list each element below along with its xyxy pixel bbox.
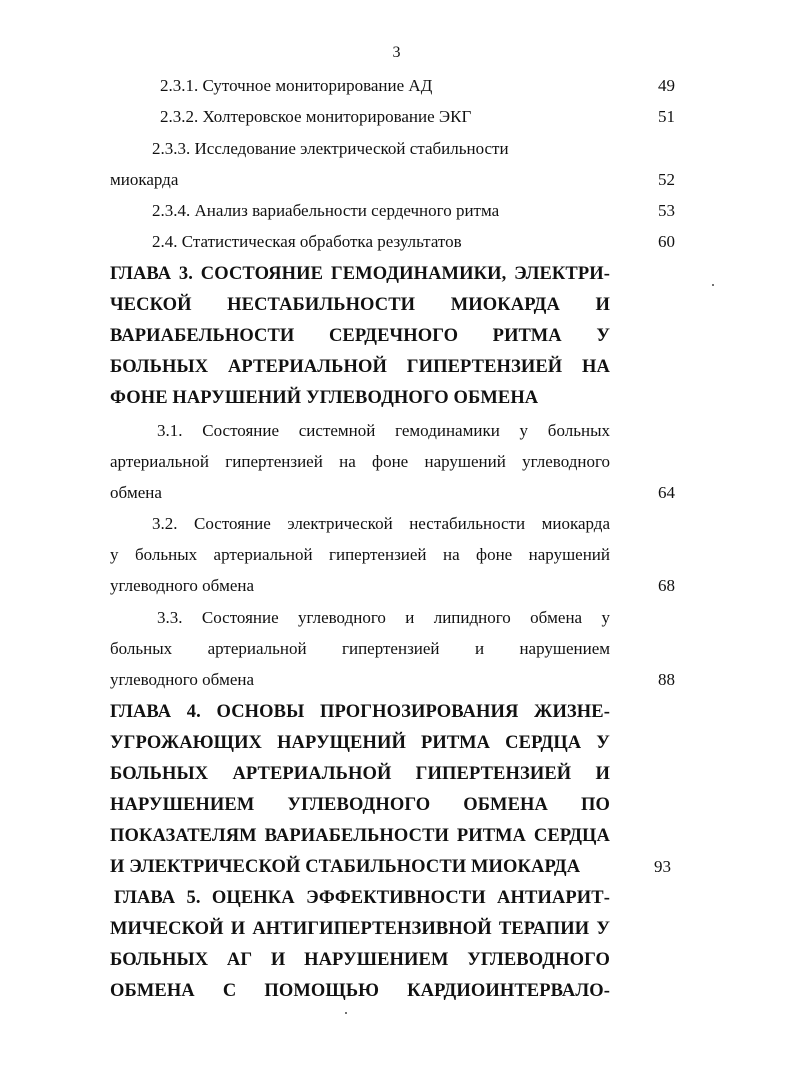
chapter-4-heading-line-3: БОЛЬНЫХ АРТЕРИАЛЬНОЙ ГИПЕРТЕНЗИЕЙ И bbox=[110, 764, 610, 784]
toc-entry-2-3-4: 2.3.4. Анализ вариабельности сердечного ритма bbox=[152, 201, 500, 220]
toc-page-2-3-2: 51 bbox=[658, 107, 675, 126]
toc-page-2-3-3: 52 bbox=[658, 170, 675, 189]
chapter-4-heading-line-1: ГЛАВА 4. ОСНОВЫ ПРОГНОЗИРОВАНИЯ ЖИЗНЕ- bbox=[110, 702, 610, 722]
toc-entry-2-3-2: 2.3.2. Холтеровское мониторирование ЭКГ bbox=[160, 107, 472, 126]
chapter-3-heading-line-1: ГЛАВА 3. СОСТОЯНИЕ ГЕМОДИНАМИКИ, ЭЛЕКТРИ- bbox=[110, 264, 610, 284]
chapter-3-heading-line-5: ФОНЕ НАРУШЕНИЙ УГЛЕВОДНОГО ОБМЕНА bbox=[110, 388, 539, 408]
toc-page-2-3-4: 53 bbox=[658, 201, 675, 220]
toc-entry-2-3-3: 2.3.3. Исследование электрической стабильности bbox=[152, 139, 509, 158]
toc-entry-2-4: 2.4. Статистическая обработка результатов bbox=[152, 232, 462, 251]
chapter-4-heading-line-6: И ЭЛЕКТРИЧЕСКОЙ СТАБИЛЬНОСТИ МИОКАРДА bbox=[110, 857, 581, 877]
chapter-3-heading-line-4: БОЛЬНЫХ АРТЕРИАЛЬНОЙ ГИПЕРТЕНЗИЕЙ НА bbox=[110, 357, 610, 377]
chapter-3-heading-line-3: ВАРИАБЕЛЬНОСТИ СЕРДЕЧНОГО РИТМА У bbox=[110, 326, 610, 346]
toc-entry-3-2-end: углеводного обмена bbox=[110, 576, 255, 595]
chapter-4-heading-line-2: УГРОЖАЮЩИХ НАРУЩЕНИЙ РИТМА СЕРДЦА У bbox=[110, 733, 610, 753]
chapter-5-heading-line-1: ГЛАВА 5. ОЦЕНКА ЭФФЕКТИВНОСТИ АНТИАРИТ- bbox=[114, 888, 610, 908]
toc-entry-3-1-cont: артериальной гипертензией на фоне нарушений углеводного bbox=[110, 452, 610, 471]
toc-entry-3-3-cont: больных артериальной гипертензией и нарушением bbox=[110, 639, 610, 658]
toc-entry-3-3-end: углеводного обмена bbox=[110, 670, 255, 689]
chapter-3-heading-line-2: ЧЕСКОЙ НЕСТАБИЛЬНОСТИ МИОКАРДА И bbox=[110, 295, 610, 315]
toc-page-3-2: 68 bbox=[658, 576, 675, 595]
scan-speck bbox=[712, 284, 714, 286]
toc-page-3-1: 64 bbox=[658, 483, 675, 502]
chapter-5-heading-line-4: ОБМЕНА С ПОМОЩЬЮ КАРДИОИНТЕРВАЛО- bbox=[110, 981, 610, 1001]
chapter-4-heading-line-4: НАРУШЕНИЕМ УГЛЕВОДНОГО ОБМЕНА ПО bbox=[110, 795, 610, 815]
toc-entry-3-3: 3.3. Состояние углеводного и липидного обмена у bbox=[157, 608, 610, 627]
scan-speck bbox=[345, 1012, 347, 1014]
toc-entry-3-1-end: обмена bbox=[110, 483, 162, 502]
chapter-5-heading-line-3: БОЛЬНЫХ АГ И НАРУШЕНИЕМ УГЛЕВОДНОГО bbox=[110, 950, 610, 970]
toc-entry-2-3-1: 2.3.1. Суточное мониторирование АД bbox=[160, 76, 433, 95]
toc-page-3-3: 88 bbox=[658, 670, 675, 689]
toc-entry-3-2: 3.2. Состояние электрической нестабильности миокарда bbox=[152, 514, 610, 533]
chapter-5-heading-line-2: МИЧЕСКОЙ И АНТИГИПЕРТЕНЗИВНОЙ ТЕРАПИИ У bbox=[110, 919, 610, 939]
toc-page-2-4: 60 bbox=[658, 232, 675, 251]
toc-page-chapter-4: 93 bbox=[654, 857, 671, 876]
chapter-4-heading-line-5: ПОКАЗАТЕЛЯМ ВАРИАБЕЛЬНОСТИ РИТМА СЕРДЦА bbox=[110, 826, 610, 846]
toc-entry-3-2-cont: у больных артериальной гипертензией на фоне нарушений bbox=[110, 545, 610, 564]
toc-page-2-3-1: 49 bbox=[658, 76, 675, 95]
toc-entry-3-1: 3.1. Состояние системной гемодинамики у больных bbox=[157, 421, 610, 440]
toc-entry-2-3-3-cont: миокарда bbox=[110, 170, 179, 189]
page-number: 3 bbox=[392, 44, 401, 61]
